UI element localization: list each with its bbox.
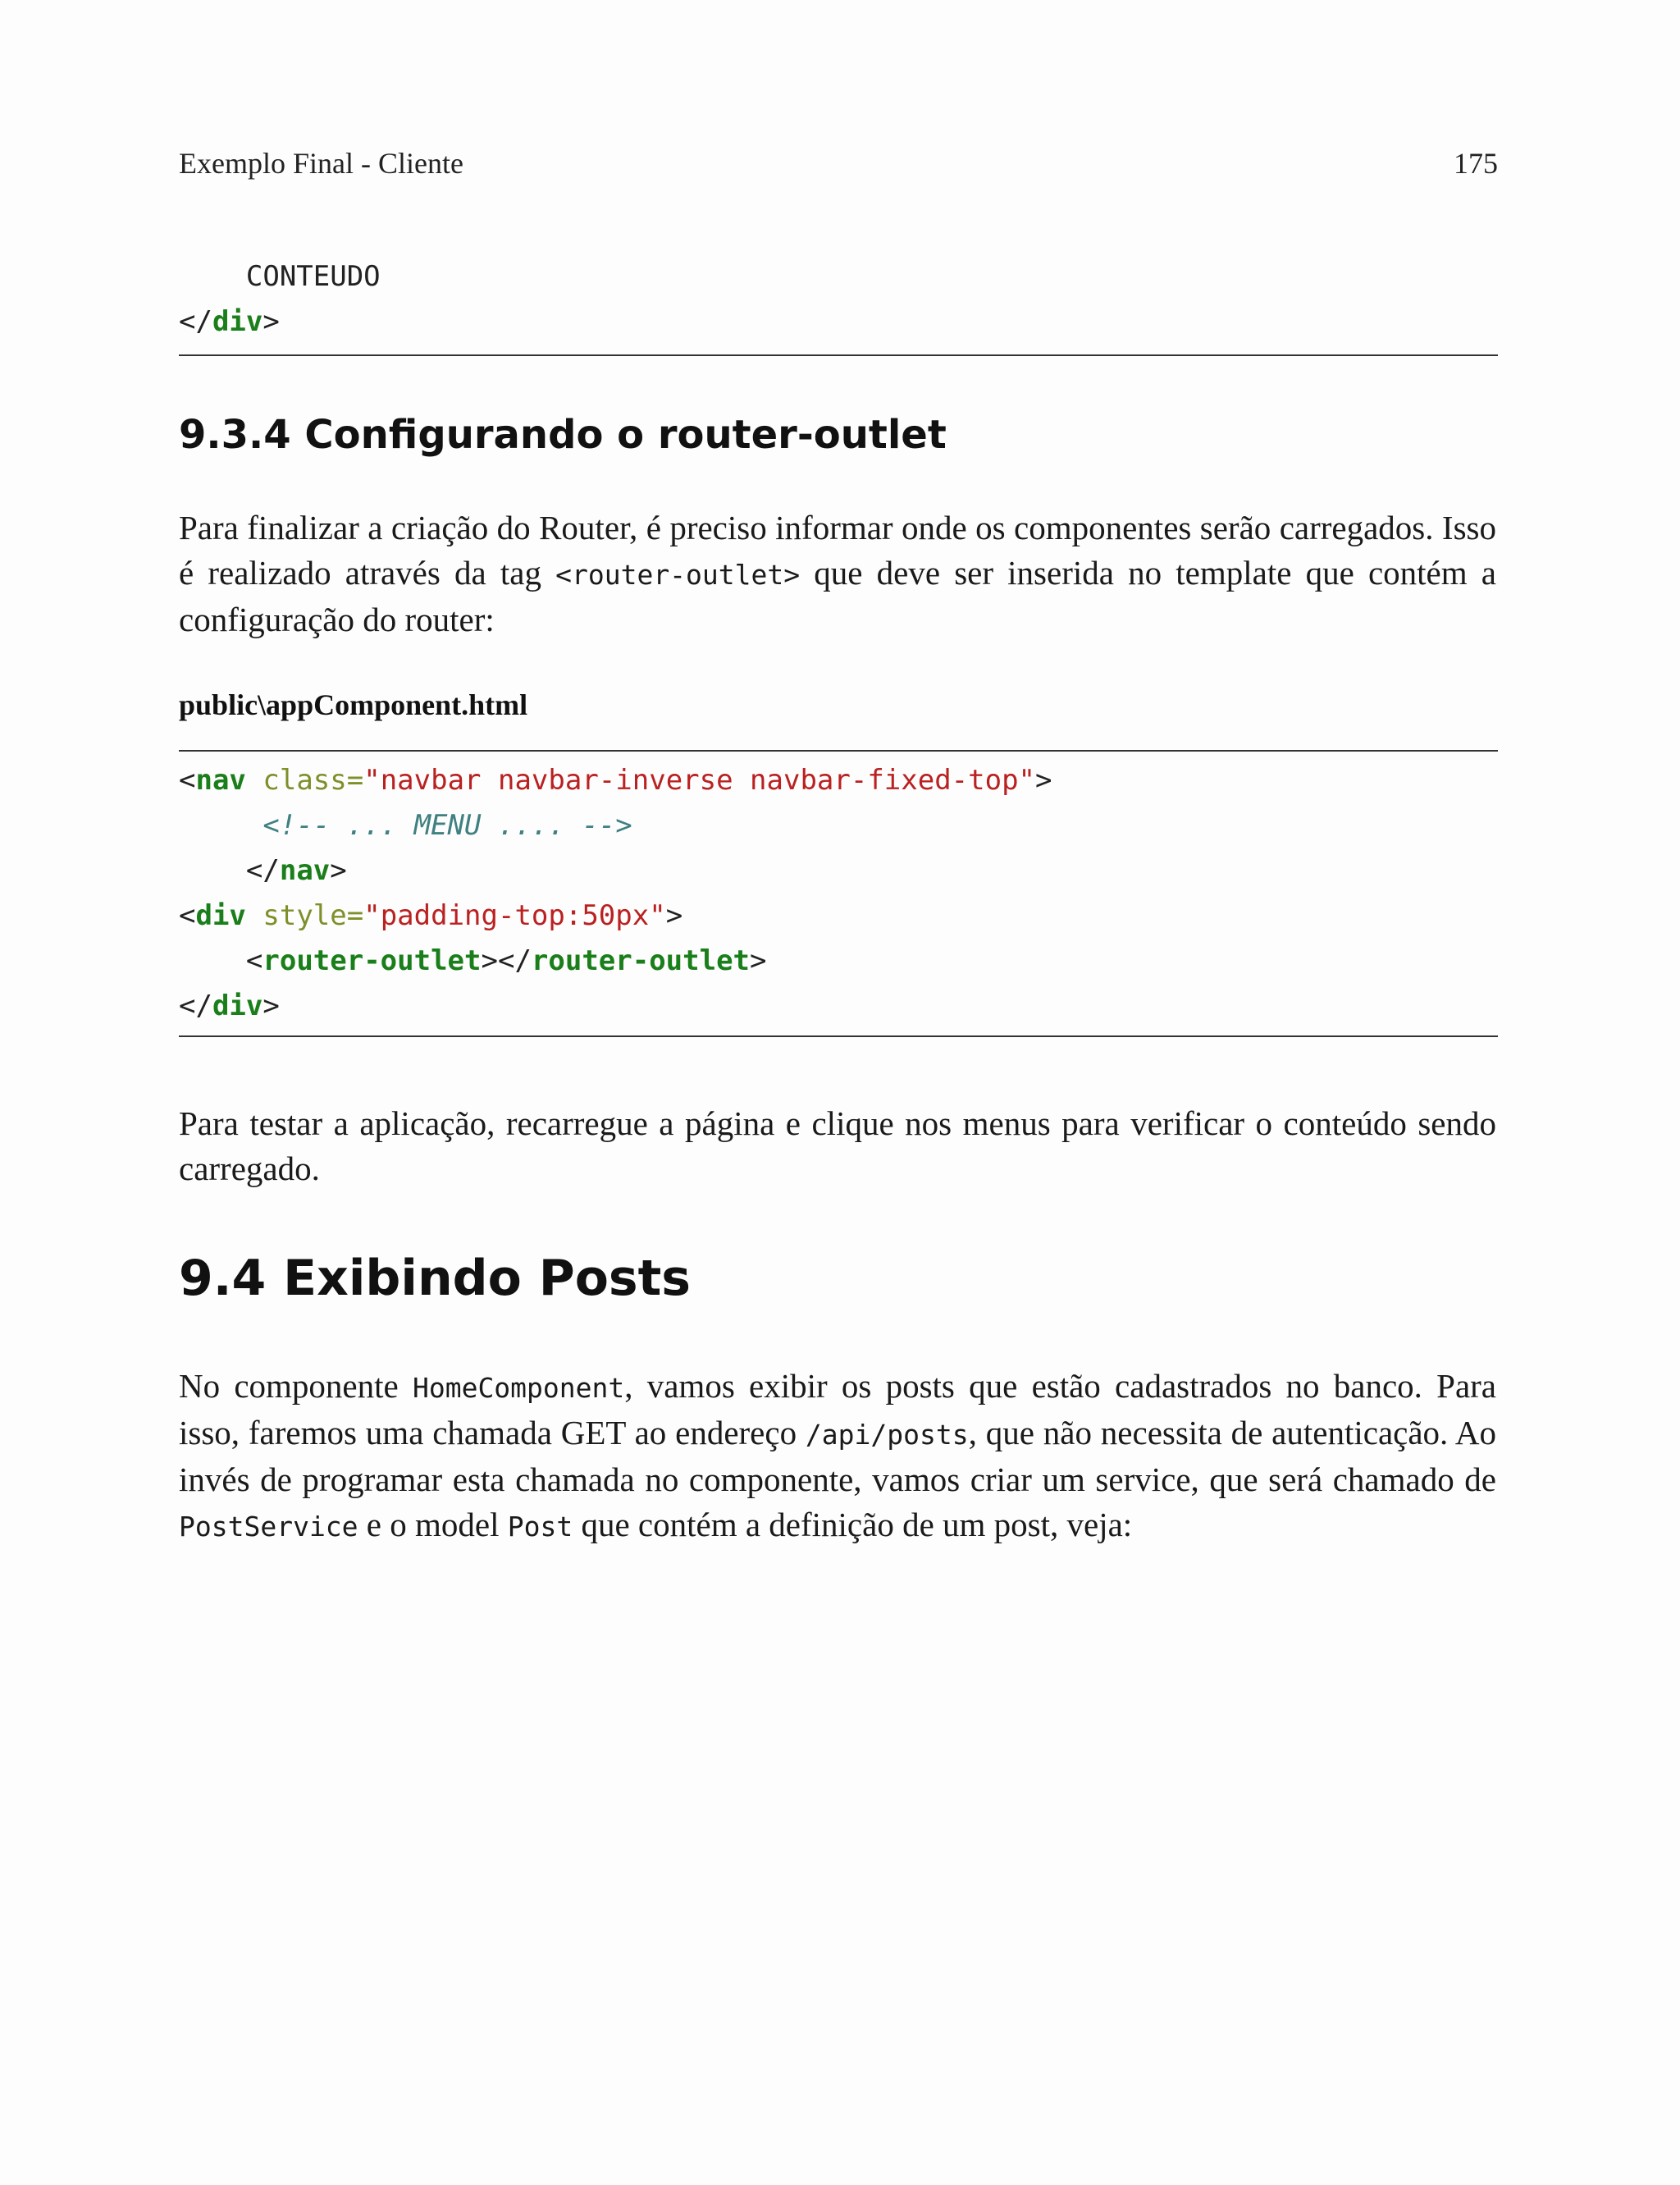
paragraph-text: , que não necessita de autenticação. Ao invés de programar esta chamada no componente, vamos criar um service, que será chamado de xyxy=(179,1414,1496,1498)
subsection-heading: 9.3.4 Configurando o router-outlet xyxy=(179,412,947,458)
code-punct: </ xyxy=(245,854,280,887)
code-line xyxy=(179,984,1498,1029)
code-punct: > xyxy=(665,899,683,932)
code-tag: router-outlet xyxy=(262,944,482,977)
code-indent xyxy=(179,854,246,887)
code-punct: > xyxy=(262,305,280,338)
code-punct: > xyxy=(330,854,347,887)
code-tag: div xyxy=(212,990,263,1022)
inline-code: PostService xyxy=(179,1511,358,1543)
code-tag: div xyxy=(212,305,263,338)
code-block-bottom-rule xyxy=(179,1035,1498,1037)
inline-code: /api/posts xyxy=(805,1419,969,1451)
code-line xyxy=(179,758,1498,803)
code-punct: > xyxy=(750,944,767,977)
code-line xyxy=(179,939,1498,984)
code-attr: class xyxy=(262,764,347,797)
code-eq: = xyxy=(346,899,364,932)
code-text: CONTEUDO xyxy=(245,260,381,293)
code-block-top xyxy=(179,254,1498,356)
code-tag: nav xyxy=(195,764,246,797)
paragraph-text: que deve ser inserida no template que contém a configuração do router: xyxy=(179,554,1496,638)
code-punct: < xyxy=(179,899,196,932)
code-tag: div xyxy=(195,899,246,932)
code-punct: > xyxy=(1035,764,1052,797)
inline-code: Post xyxy=(507,1511,573,1543)
section-heading: 9.4 Exibindo Posts xyxy=(179,1250,692,1307)
paragraph-text: que contém a definição de um post, veja: xyxy=(573,1506,1133,1543)
code-line xyxy=(179,894,1498,939)
code-attr: style xyxy=(262,899,347,932)
code-indent xyxy=(179,809,262,842)
code-filename: public\appComponent.html xyxy=(179,688,528,721)
code-eq: = xyxy=(346,764,364,797)
paragraph-router-outlet xyxy=(179,505,1496,642)
chapter-title: Exemplo Final - Cliente xyxy=(179,147,463,180)
paragraph-text: No componente xyxy=(179,1367,413,1405)
code-line xyxy=(179,254,1498,299)
code-punct: </ xyxy=(179,990,212,1022)
inline-code: HomeComponent xyxy=(412,1372,625,1404)
code-punct: > xyxy=(262,990,280,1022)
code-punct: < xyxy=(179,764,196,797)
code-block-top-rule xyxy=(179,750,1498,752)
code-line xyxy=(179,848,1498,894)
paragraph-text: e o model xyxy=(358,1506,508,1543)
code-comment: <!-- ... MENU .... --> xyxy=(262,809,632,842)
code-tag: router-outlet xyxy=(531,944,751,977)
code-block-main xyxy=(179,750,1498,1037)
code-space xyxy=(246,899,262,932)
paragraph-posts xyxy=(179,1364,1496,1549)
paragraph-text: Para finalizar a criação do Router, é preciso informar onde os componentes serão carregados. Isso é realizado através da tag xyxy=(179,509,1496,592)
running-header xyxy=(179,146,1498,181)
code-string: "padding-top:50px" xyxy=(363,899,666,932)
code-string: "navbar navbar-inverse navbar-fixed-top" xyxy=(363,764,1036,797)
code-space xyxy=(246,764,262,797)
code-punct: </ xyxy=(179,305,212,338)
paragraph-text: , vamos exibir os posts que estão cadastrados no banco. Para isso, faremos uma chamada GET ao endereço xyxy=(179,1367,1497,1451)
code-tag: nav xyxy=(279,854,331,887)
code-indent xyxy=(179,944,246,977)
inline-code: <router-outlet> xyxy=(555,559,801,591)
page-number: 175 xyxy=(1454,147,1498,180)
code-punct: > xyxy=(481,944,498,977)
code-line xyxy=(179,299,1498,345)
code-line xyxy=(179,803,1498,848)
code-punct: </ xyxy=(497,944,532,977)
paragraph-test: Para testar a aplicação, recarregue a página e clique nos menus para verificar o conteúdo sendo carregado. xyxy=(179,1104,1496,1187)
code-block-bottom-rule xyxy=(179,354,1498,356)
code-punct: < xyxy=(245,944,263,977)
